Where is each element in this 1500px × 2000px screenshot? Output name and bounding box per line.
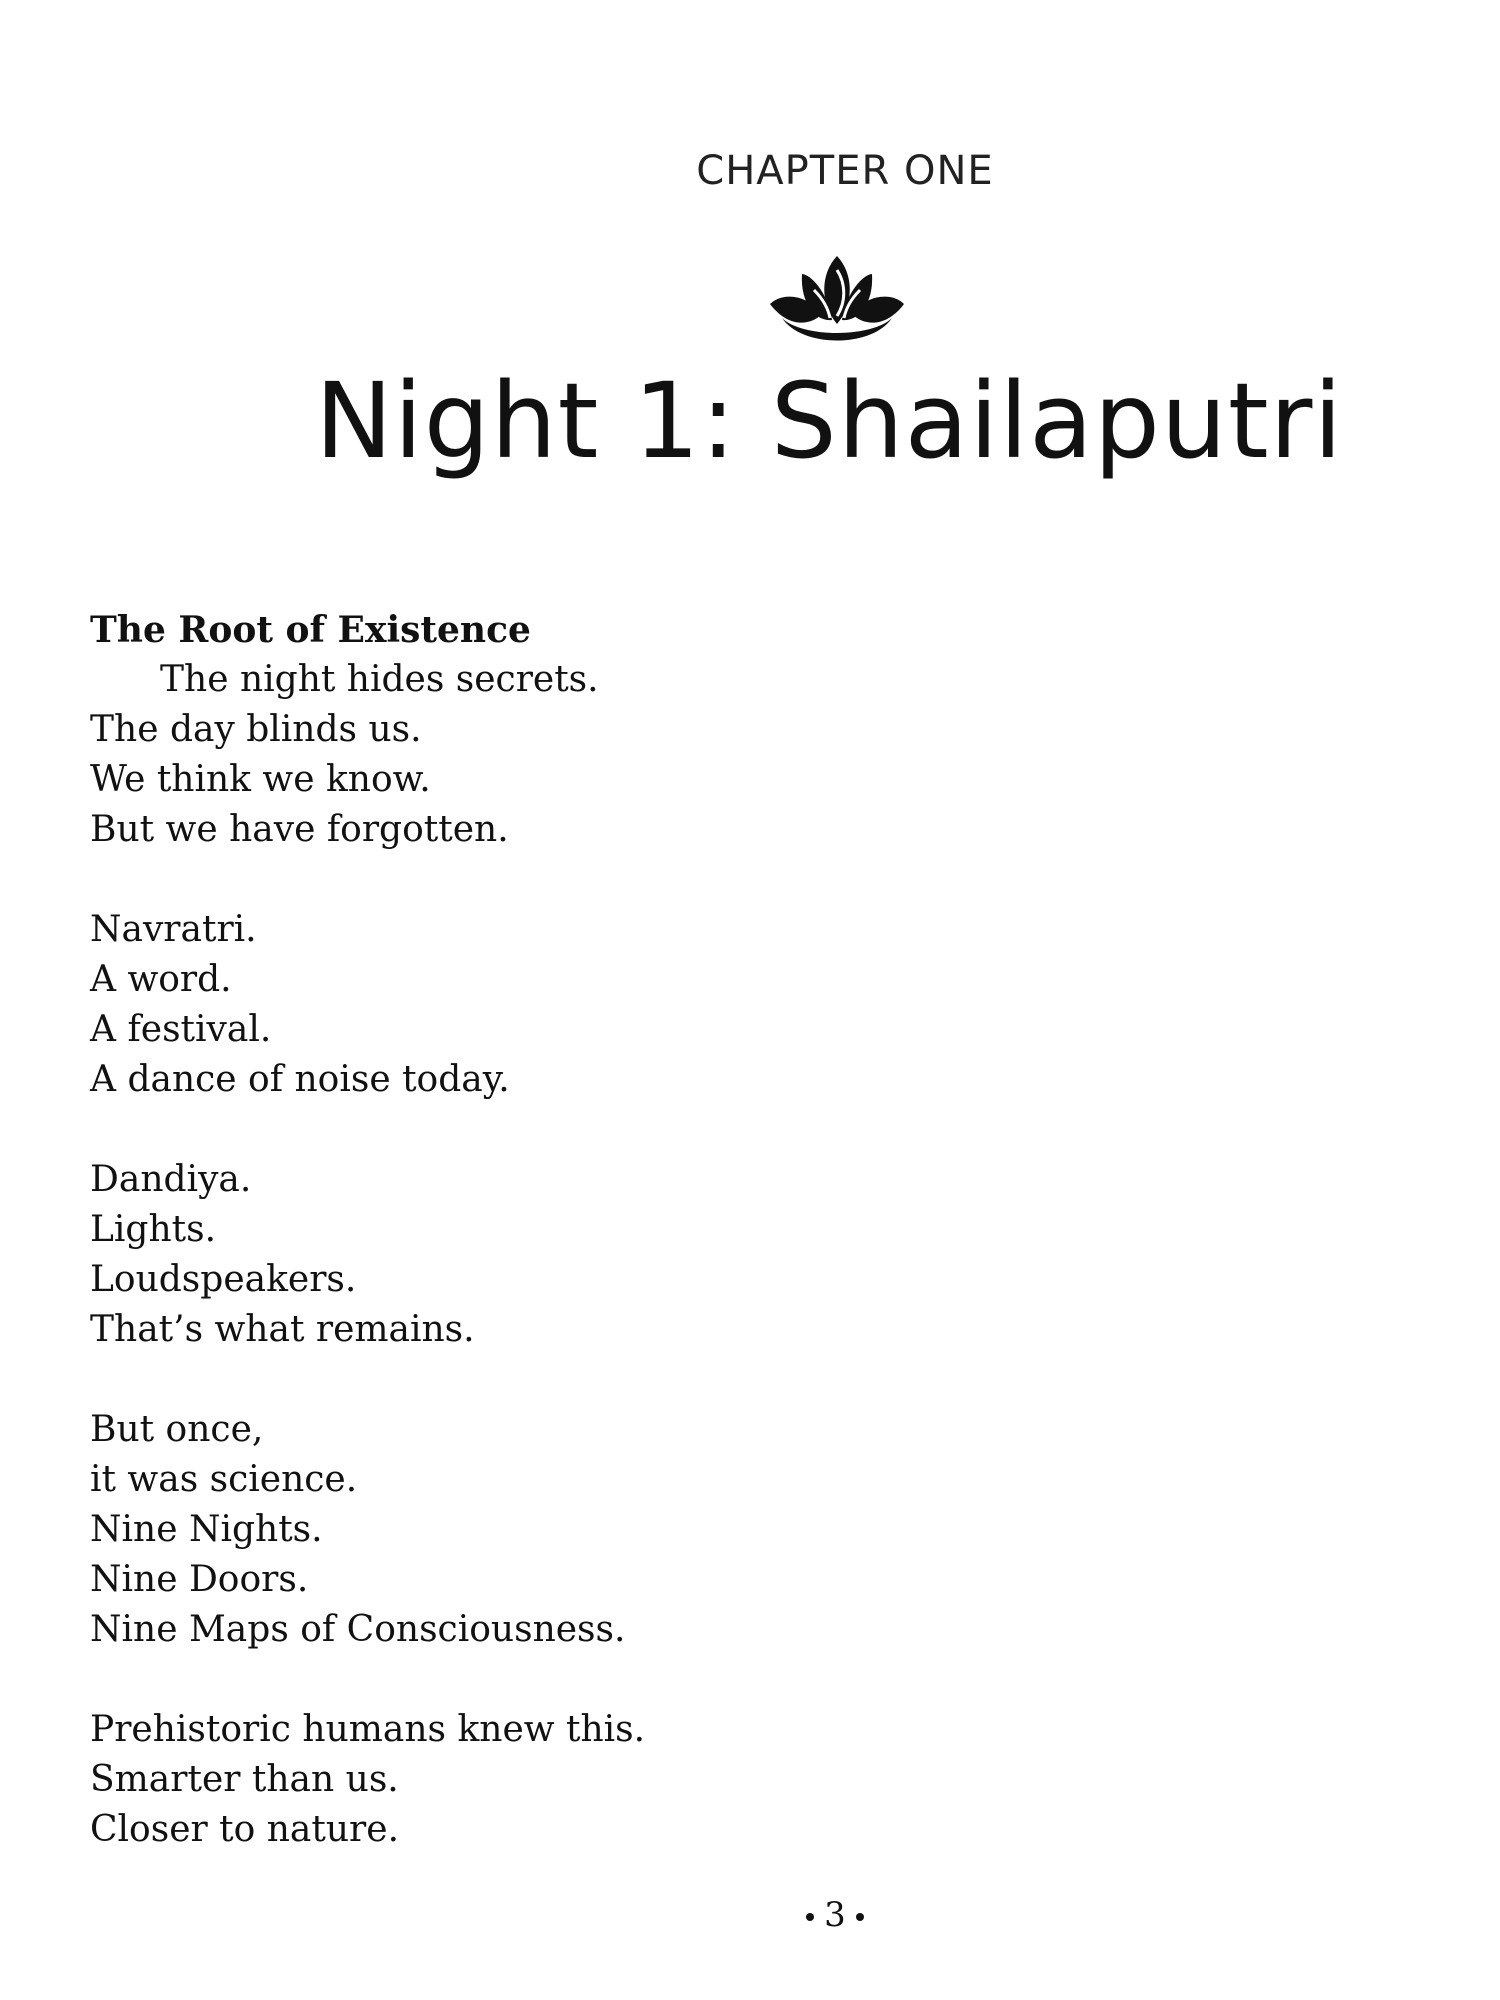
text-line: The day blinds us. [90, 709, 422, 750]
text-line: A dance of noise today. [90, 1059, 510, 1100]
section-heading: The Root of Existence [90, 609, 531, 651]
text-line: But we have forgotten. [90, 809, 509, 850]
stanza [90, 905, 1290, 1105]
chapter-body [90, 605, 1290, 1905]
stanza [90, 655, 1290, 855]
text-line: Nine Doors. [90, 1559, 309, 1600]
bullet-dot-icon [806, 1913, 814, 1921]
text-line: But once, [90, 1409, 264, 1450]
text-line: it was science. [90, 1459, 358, 1500]
text-line: Prehistoric humans knew this. [90, 1709, 646, 1750]
stanza [90, 1705, 1290, 1855]
text-line: That’s what remains. [90, 1309, 475, 1350]
bullet-dot-icon [856, 1913, 864, 1921]
text-line: Closer to nature. [90, 1809, 400, 1850]
lotus-icon [762, 252, 912, 352]
text-line: Nine Nights. [90, 1509, 323, 1550]
text-line: A word. [90, 959, 232, 1000]
chapter-title: Night 1: Shailaputri [315, 360, 1344, 482]
text-line: Smarter than us. [90, 1759, 399, 1800]
text-line: Lights. [90, 1209, 217, 1250]
text-line: We think we know. [90, 759, 431, 800]
stanza [90, 1405, 1290, 1655]
chapter-label: CHAPTER ONE [696, 148, 994, 194]
text-line: Navratri. [90, 909, 257, 950]
text-line: Dandiya. [90, 1159, 252, 1200]
page-number-value: 3 [824, 1895, 846, 1935]
text-line: A festival. [90, 1009, 272, 1050]
text-line: Nine Maps of Consciousness. [90, 1609, 626, 1650]
page-number [0, 1895, 1500, 1935]
text-line: Loudspeakers. [90, 1259, 357, 1300]
stanza [90, 1155, 1290, 1355]
text-line: The night hides secrets. [160, 659, 599, 700]
